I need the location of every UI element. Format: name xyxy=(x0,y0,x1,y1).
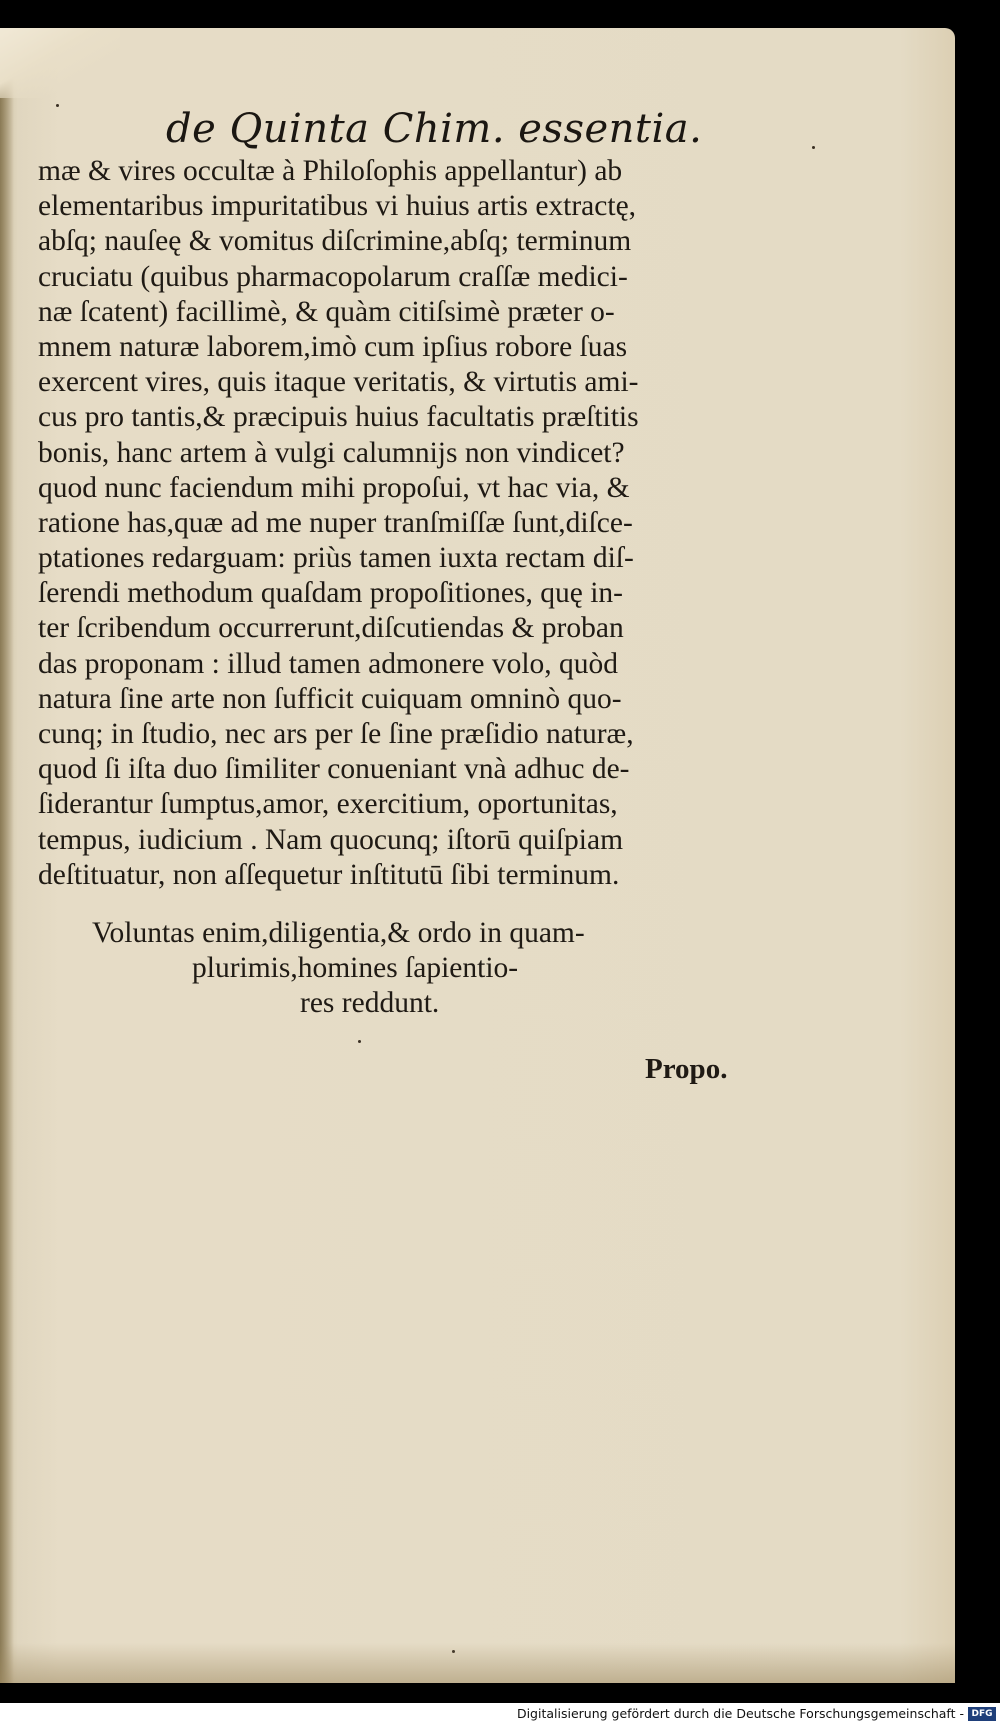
text-line: quod ſi iſta duo ſimiliter conueniant vnà adhuc de- xyxy=(38,753,630,786)
text-line: cruciatu (quibus pharmacopolarum craſſæ medici- xyxy=(38,260,628,293)
text-line: bonis, hanc artem à vulgi calumnijs non vindicet? xyxy=(38,436,625,469)
ink-speck xyxy=(358,1040,361,1043)
running-header: de Quinta Chim. essentia. xyxy=(166,106,703,152)
closing-line: plurimis,homines ſapientio- xyxy=(192,952,519,984)
closing-line: Voluntas enim,diligentia,& ordo in quam- xyxy=(92,917,585,949)
text-line: natura ſine arte non ſufficit cuiquam omninò quo- xyxy=(38,682,622,715)
text-line: ſiderantur ſumptus,amor, exercitium, oportunitas, xyxy=(38,788,618,821)
body-text xyxy=(38,154,758,893)
text-line: ptationes redarguam: priùs tamen iuxta rectam diſ- xyxy=(38,542,634,575)
text-line: ter ſcribendum occurrerunt,diſcutiendas & proban xyxy=(38,612,624,645)
text-line: das proponam : illud tamen admonere volo, quòd xyxy=(38,647,619,680)
text-line: deſtituatur, non aſſequetur inſtitutū ſibi terminum. xyxy=(38,858,620,891)
dfg-logo: DFG xyxy=(968,1707,996,1721)
ink-speck xyxy=(452,1650,455,1653)
text-line: cus pro tantis,& præcipuis huius facultatis præſtitis xyxy=(38,401,639,434)
text-line: elementaribus impuritatibus vi huius artis extractę, xyxy=(38,190,637,223)
book-page xyxy=(0,28,955,1683)
ink-speck xyxy=(56,104,59,107)
text-line: mnem naturæ laborem,imò cum ipſius robore ſuas xyxy=(38,330,628,363)
text-line: tempus, iudicium . Nam quocunq; iſtorū quiſpiam xyxy=(38,823,624,856)
ink-speck xyxy=(812,146,815,149)
text-line: cunq; in ſtudio, nec ars per ſe ſine præſidio naturæ, xyxy=(38,718,634,750)
catchword: Propo. xyxy=(645,1053,728,1085)
text-line: exercent vires, quis itaque veritatis, & virtutis ami- xyxy=(38,366,639,399)
page-corner-fold xyxy=(0,28,120,98)
text-line: ſerendi methodum quaſdam propoſitiones, quę in- xyxy=(38,577,623,610)
text-line: mæ & vires occultæ à Philoſophis appellantur) ab xyxy=(38,155,623,187)
text-line: abſq; nauſeę & vomitus diſcrimine,abſq; terminum xyxy=(38,225,632,258)
text-line: næ ſcatent) facillimè, & quàm citiſsimè præter o- xyxy=(38,295,615,328)
funding-credit: Digitalisierung gefördert durch die Deutsche Forschungsgemeinschaft - xyxy=(516,1706,964,1721)
closing-line: res reddunt. xyxy=(300,987,440,1019)
text-line: quod nunc faciendum mihi propoſui, vt hac via, & xyxy=(38,471,630,504)
text-line: ratione has,quæ ad me nuper tranſmiſſæ ſunt,diſce- xyxy=(38,506,633,539)
